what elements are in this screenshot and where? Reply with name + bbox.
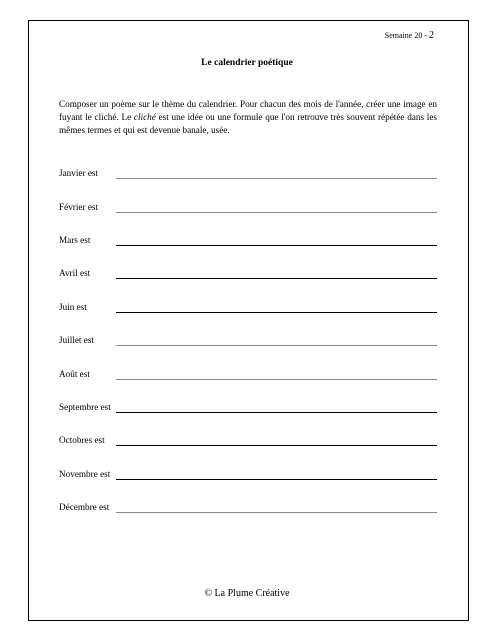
month-row-november	[59, 466, 437, 480]
writing-line[interactable]	[116, 312, 437, 313]
worksheet-title: Le calendrier poétique	[201, 58, 293, 68]
copyright-footer: © La Plume Créative	[204, 588, 290, 599]
month-row-march	[59, 232, 437, 246]
month-label: Août est	[59, 369, 90, 379]
month-label: Avril est	[59, 268, 91, 278]
month-label: Juin est	[59, 302, 87, 312]
week-label: Semaine 20 -	[384, 31, 429, 40]
page-number: 2	[429, 30, 434, 41]
month-row-september	[59, 399, 437, 413]
month-label: Janvier est	[59, 168, 99, 178]
month-row-january	[59, 165, 437, 179]
month-row-august	[59, 366, 437, 380]
month-label: Décembre est	[59, 502, 110, 512]
month-row-december	[59, 499, 437, 513]
writing-line[interactable]	[116, 245, 437, 246]
writing-line[interactable]	[116, 379, 437, 380]
month-label: Mars est	[59, 235, 91, 245]
writing-line[interactable]	[116, 479, 437, 480]
month-label: Octobres est	[59, 435, 105, 445]
writing-line[interactable]	[116, 445, 437, 446]
writing-line[interactable]	[116, 212, 437, 213]
writing-line[interactable]	[116, 278, 437, 279]
month-row-april	[59, 265, 437, 279]
writing-line[interactable]	[116, 512, 437, 513]
page-header	[385, 30, 434, 41]
instructions-emphasis: cliché	[133, 112, 156, 123]
instructions-paragraph	[59, 98, 437, 138]
month-row-october	[59, 432, 437, 446]
month-row-february	[59, 199, 437, 213]
instructions-text-1: Composer un poème sur le thème du calendrier. Pour chacun des mois de l'année, créer une image en fuyant le cliché. Le	[59, 99, 437, 123]
month-label: Juillet est	[59, 335, 94, 345]
month-label: Septembre est	[59, 402, 111, 412]
writing-line[interactable]	[116, 345, 437, 346]
month-row-july	[59, 332, 437, 346]
writing-line[interactable]	[116, 178, 437, 179]
writing-line[interactable]	[116, 412, 437, 413]
month-label: Novembre est	[59, 469, 111, 479]
month-label: Février est	[59, 202, 99, 212]
instructions-text-2: est une idée ou une formule que l'on retrouve très souvent répétée dans les mêmes termes et qui est devenue banale, usée.	[59, 112, 437, 136]
month-row-june	[59, 299, 437, 313]
